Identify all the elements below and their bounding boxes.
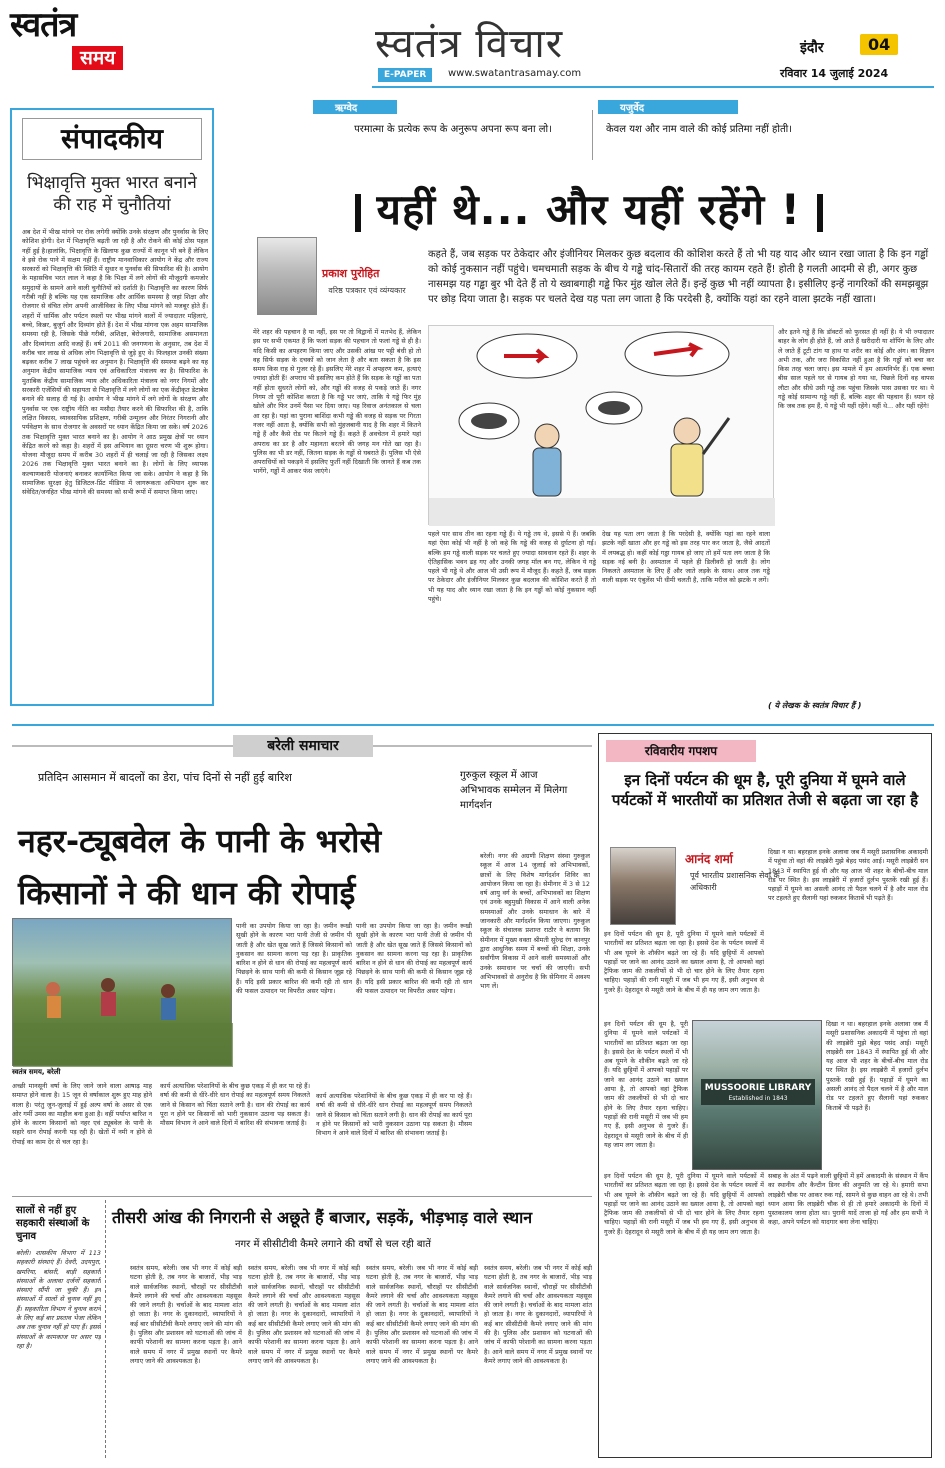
- main-column-4: और इतने गड्ढे हैं कि डॉक्टरों को फुरसत ही नहीं है। ये भी ज्यादातर बाहर के लोग ही होते हैं, जो आते हैं खरीदारी या शॉपिंग के लिए और ले जाते हैं टूटी टांग या हाथ या शरीर का कोई और अंग। का विज्ञान अभी तक, और जरा विकसित नहीं हुआ है कि गड्ढों को बचा कर किस तरह चला जाए। इस मामले में हम आत्मनिर्भर हैं। एक बच्चा बीस साल पहले घर से गायब हो गया था, पिछले दिनों वह वापस लौटा और सीधे उसी गड्ढे तक पहुंचा जिसके पास उसका घर था। ये गड्ढे कोई सामान्य गड्ढे नहीं हैं, बल्कि शहर की पहचान हैं। ध्यान रहे कि जब तक हम हैं, ये गड्ढे भी यहीं रहेंगे। यहीं थे... और यहीं रहेंगे!: [778, 328, 934, 411]
- cctv-column-4: स्वतंत्र समय, बरेली। जब भी नगर में कोई बड़ी घटना होती है, तब नगर के बाजारों, भीड़ भाड़ वाले सार्वजनिक स्थानों, चौराहों पर सीसीटीवी कैमरे लगाने की चर्चा और आवश्यकता महसूस की जाने लगती है। चर्चाओं के बाद मामला शांत हो जाता है। नगर के दुकानदारों, व्यापारियों ने कई बार सीसीटीवी कैमरे लगाए जाने की मांग की है। पुलिस और प्रशासन को घटनाओं की जांच में काफी परेशानी का सामना करना पड़ता है। आने वाले समय में नगर में प्रमुख स्थानों पर कैमरे लगाए जाने की आवश्यकता है।: [484, 1264, 592, 1365]
- editorial-headline: भिक्षावृत्ति मुक्त भारत बनाने की राह में चुनौतियां: [27, 173, 197, 215]
- quote-text: केवल यश और नाम वाले की कोई प्रतिमा नहीं होती।: [606, 124, 793, 135]
- quote-source: यजुर्वेद: [598, 100, 738, 114]
- bareli-column-3b: कार्य अत्याधिक परेशानियों के बीच कुछ एकड़ में ही कर पा रहे हैं। वर्षा की कमी से धीरे-धीरे धान रोपाई का महत्वपूर्ण समय निकलते जाने से किसान को चिंता सताने लगी है। धान की रोपाई का कार्य पूरा न होने पर किसानों को भारी नुकसान उठाना पड़ सकता है। मौसम विभाग ने आने वाले दिनों में बारिश की संभावना जताई है।: [316, 1092, 472, 1138]
- editorial-section-title: संपादकीय: [22, 118, 202, 160]
- main-headline-text: यहीं थे... और यहीं रहेंगे !: [376, 185, 801, 234]
- cooperative-sidebar: [12, 1200, 106, 1458]
- bareli-column-1: अच्छी मानसूनी वर्षा के लिए जाने जाने वाला आषाढ़ माह समाप्त होने वाला है। 15 जून से वर्षाकाल शुरू हुए माह होने वाला है। परंतु जुन-जुलाई में हुई अल्प वर्षा के असर से एक ओर गर्मी उमस का माहौल बना हुआ है। वहीं पर्याप्त बारिश न होने के कारण किसानों को नहर एवं ट्यूबवेल के पानी के सहारे धान रोपाई करनी पड़ रही है। खेतों में नमी न होने से रोपाई का काम देर से चल रहा है।: [12, 1082, 152, 1146]
- gurukul-headline: गुरुकुल स्कूल में आज अभिभावक सम्मेलन में मिलेगा मार्गदर्शन: [460, 770, 568, 811]
- author-name: प्रकाश पुरोहित: [322, 267, 380, 280]
- farm-illustration: [13, 919, 233, 1067]
- anand-author-photo: [610, 847, 676, 925]
- masthead-divider: [372, 86, 934, 88]
- ravivar-author-name: आनंद शर्मा: [685, 852, 733, 866]
- author-photo: [257, 237, 317, 315]
- main-column-3: देख यह पता लग जाता है कि परदेसी है, क्योंकि यहां का रहने वाला झटके नहीं खाता और हर गड्ढे को इस तरह पार कर जाता है, जैसे आदतों में लयबद्ध हो। कहीं कोई गड्ढा गायब हो जाए तो हमें पता लग जाता है कि सड़क नई बनी है। अस्पताल में पहले ही डिलीवरी हो जाती है। लोग निकलते अस्पताल के लिए हैं और जाते लड़के के साथ। आज तक गड्ढे वाली सड़क पर एंबुलेंस भी धीमी चलती है, ताकि मरीज को झटके न लगें।: [602, 530, 770, 585]
- page-number: 04: [860, 34, 898, 55]
- page-brand-title: स्वतंत्र विचार: [375, 21, 564, 67]
- logo-top-text: स्वतंत्र: [10, 5, 77, 45]
- bareli-headline: नहर-ट्यूबवेल के पानी के भरोसे किसानों ने की धान की रोपाई: [18, 822, 382, 912]
- ravivar-column-1c: इन दिनों पर्यटन की धूम है, पूरी दुनिया में घूमने वाले पर्यटकों में भारतीयों का प्रतिशत बढ़ता जा रहा है। इससे देश के पर्यटन स्थलों में भी अब घूमने के शौकीन बढ़ते जा रहे हैं। यदि छुट्टियों में आपको पहाड़ों पर जाने का आनंद उठाने का ख्याल आया है, तो आपको वहां ट्रैफिक जाम की तकलीफों से भी दो चार होने के लिए तैयार रहना चाहिए। पहाड़ों की रानी मसूरी में जब भी हम गए हैं, इसी अनुभव से गुजरे हैं। देहरादून से मसूरी जाने के बीच में ही यह जाम लग जाता है।: [604, 1172, 764, 1236]
- ravivar-column-1b: इन दिनों पर्यटन की धूम है, पूरी दुनिया में घूमने वाले पर्यटकों में भारतीयों का प्रतिशत बढ़ता जा रहा है। इससे देश के पर्यटन स्थलों में भी अब घूमने के शौकीन बढ़ते जा रहे हैं। यदि छुट्टियों में आपको पहाड़ों पर जाने का आनंद उठाने का ख्याल आया है, तो आपको वहां ट्रैफिक जाम की तकलीफों से भी दो चार होने के लिए तैयार रहना चाहिए। पहाड़ों की रानी मसूरी में जब भी हम गए हैं, इसी अनुभव से गुजरे हैं। देहरादून से मसूरी जाने के बीच में ही यह जाम लग जाता है।: [604, 1020, 688, 1149]
- gurukul-body: बरेली। नगर की अग्रणी शिक्षण संस्था गुरुकुल स्कूल में आज 14 जुलाई को अभिभावकों, छात्रों के लिए विशेष मार्गदर्शन शिविर का आयोजन किया जा रहा है। सेमीनार में 3 से 12 वर्ष आयु वर्ग के बच्चों, अभिभावकों का शिक्षण एवं उनके बहुमुखी विकास में आने वाली अनेक समस्याओं और उनके समाधान के बारे में जानकारी और मार्गदर्शन किया जाएगा। गुरुकुल स्कूल के संचालक प्रशान्त राठौर ने बताया कि सेमीनार में मुख्य वक्ता श्रीमती सुरेन्द्र रंग कानपुर द्वारा आधुनिक समय में बच्चों की शिक्षा, उनके सर्वांगीण विकास में आने वाली समस्याओं और उनके समाधान पर चर्चा की जाएगी। सभी अभिभावकों से अनुरोध है कि सेमिनार में अवश्य भाग लें।: [480, 852, 590, 991]
- ravivar-column-2c: सबाह के अंत में पढ़ने वाली छुट्टियों में हमें अकादमी के संस्थान में कैंप का स्थानीय और कैन्टीन डिनर की अनुमति जा रहे थे। हमारी सभा लाइब्रेरी चौक पर आकर रुक गई, सामने से कुछ वाहन आ रहे थे। तभी ध्यान आया कि लाइब्रेरी चौक से ही तो हमारे अकादमी के दिनों में पुस्तकालय जाना होता था। पुरानी यादें ताजा हो गईं और हम सभी ने कहा, अपने पर्यटन को यादगार बना लेना चाहिए।: [768, 1172, 928, 1227]
- ravivar-section-title: रविवारीय गपशप: [606, 740, 756, 762]
- cctv-column-1: स्वतंत्र समय, बरेली। जब भी नगर में कोई बड़ी घटना होती है, तब नगर के बाजारों, भीड़ भाड़ वाले सार्वजनिक स्थानों, चौराहों पर सीसीटीवी कैमरे लगाने की चर्चा और आवश्यकता महसूस की जाने लगती है। चर्चाओं के बाद मामला शांत हो जाता है। नगर के दुकानदारों, व्यापारियों ने कई बार सीसीटीवी कैमरे लगाए जाने की मांग की है। पुलिस और प्रशासन को घटनाओं की जांच में काफी परेशानी का सामना करना पड़ता है। आने वाले समय में नगर में प्रमुख स्थानों पर कैमरे लगाए जाने की आवश्यकता है।: [130, 1264, 242, 1365]
- author-role: वरिष्ठ पत्रकार एवं व्यंग्यकार: [328, 286, 406, 295]
- ravivar-author-role: पूर्व भारतीय प्रशासनिक सेवा के अधिकारी: [690, 871, 780, 892]
- library-sign-subtext: Established in 1843: [728, 1095, 788, 1102]
- quote-rigveda: [313, 100, 593, 137]
- main-headline: [355, 180, 823, 237]
- cctv-subheadline: नगर में सीसीटीवी कैमरे लगाने की वर्षों से चल रही बातें: [235, 1239, 431, 1250]
- quote-source: ऋग्वेद: [313, 100, 453, 114]
- mussoorie-library-photo: [692, 1020, 822, 1170]
- cartoon-illustration: [429, 326, 775, 526]
- main-column-1: मेरे शहर की पहचान है या नहीं, इस पर तो विद्वानों में मतभेद हैं, लेकिन इस पर सभी एकमत हैं कि फलां सड़क की पहचान तो फलां गड्ढे से ही है। यदि किसी का अपहरण किया जाए और उसकी आंख पर पट्टी बंधी हो तो वह सिर्फ सड़क के दचकों को जान लेता है और बता सकता है कि इस समय किस राह से गुजर रहे हैं। इसलिए मेरे शहर में अपहरण कम, हत्याएं ज्यादा होती हैं! अपराध भी इसलिए कम होते हैं कि सड़क के गड्ढों का पता नहीं होता सुधरते लोगों को, और गड्ढों की वजह से पकड़े जाते हैं। नगर निगम तो पूरी कोशिश करता है कि गड्ढे भर जाएं, ताकि ये गड्ढे फिर मुंह खोले और फिर उनमें पैसा भर दिया जाए। यह रिवाज अनंतकाल से चला आ रहा है। यहां का पुराना बाशिंदा कभी गड्ढे की वजह से सड़क पर गिरता नजर नहीं आता है, क्योंकि सभी को मुंहजबानी याद है कि शहर में कितने गड्ढे हैं और कैसे रोड पर कितने गड्ढे हैं। कहते हैं अवचेतन में हमारे यहां अपराध का डर है और महानता बरतने की जगह मन गोते खा रहा है। पुलिस का भी डर नहीं, जितना सड़क के गड्ढों से घबराते हैं। पुलिस भी ऐसे अपराधियों को पकड़ने में इसलिए फुर्ती नहीं दिखाती कि जानते हैं कब तक भागेंगे, गड्ढों में आकर फंस जाएंगे।: [253, 328, 421, 476]
- editorial-body: अब देश में भीख मांगने पर रोक लगेगी क्योंकि उनके संरक्षण और पुनर्वास के लिए कोशिश होगी। देश में भिक्षावृत्ति बढ़ती जा रही है और रोकने की कोई ठोस पहल नहीं हुई है।हालांकि, भिक्षावृत्ति के खिलाफ कुछ राज्यों में कानून भी बने हैं लेकिन वे इसे रोक पाने में सक्षम नहीं हैं। राष्ट्रीय मानवाधिकार आयोग ने केंद्र और राज्य सरकारों को भिक्षावृत्ति की स्थिति में सुधार व पुनर्वास की सिफारिश की है। आयोग के महासचिव भरत लाल ने कहा है कि भिक्षा में लगे लोगों की मौजूदगी कमजोर समुदायों के सामने आने वाली चुनौतियों को दर्शाती है। भिक्षावृत्ति का कारण सिर्फ गरीबी नहीं है बल्कि यह एक सामाजिक और आर्थिक समस्या है जहां शिक्षा और रोजगार से वंचित लोग अपनी आजीविका के लिए भीख मांगने को मजबूर होते हैं। शहरों में धार्मिक और पर्यटन स्थलों पर भीख मांगने वालों में ज्यादातर महिलाएं, बच्चे, किन्नर, बुजुर्ग और दिव्यांग होते हैं। देश में भीख मांगना एक अहम सामाजिक समस्या रही है, जिसके पीछे गरीबी, अशिक्षा, बेरोजगारी, सामाजिक असमानता और दिव्यांगता आदि वजहें हैं। वर्ष 2011 की जनगणना के अनुसार, तब देश में करीब चार लाख से अधिक लोग भिक्षावृत्ति से जुड़े हुए थे। फिलहाल उनकी संख्या बढ़कर करीब 7 लाख पहुंचने का अनुमान है। भिक्षावृत्ति की समस्या बढ़ने का यह अनुमान केंद्रीय सामाजिक न्याय एवं अधिकारिता मंत्रालय का है। सिफारिश के मुताबिक केंद्रीय सामाजिक न्याय और अधिकारिता मंत्रालय को नगर निगमों और सरकारी एजेंसियों की सहायता से भिक्षावृत्ति में लगे लोगों का एक केंद्रीकृत डेटाबेस बनाने की सलाह दी गई है। आयोग ने भीख मांगने में लगे लोगों के संरक्षण और पुनर्वास पर एक राष्ट्रीय नीति का मसौदा तैयार करने की सिफारिश की है, ताकि लक्षित विकास, व्यावसायिक प्रशिक्षण, गरीबी उन्मूलन और निरंतर निगरानी और पर्यवेक्षण के साथ रोजगार के अवसरों पर ध्यान केंद्रित किया जा सके। वर्ष 2026 तक भिक्षावृत्ति मुक्त भारत बनाने का है। आयोग ने आठ प्रमुख क्षेत्रों पर ध्यान केंद्रित करने को कहा है। शहरों में इस अभियान का दूसरा चरण भी शुरू होगा। योजना मौजूदा समय में करीब 30 शहरों में ही चलाई जा रही है जिसका लक्ष्य 2026 तक भिक्षावृत्ति मुक्त भारत बनाने का है। लोगों के लिए व्यापक कल्याणकारी योजनाएं बनाकर कार्यान्वित किया जा सके। आयोग ने कहा है कि सामाजिक सुरक्षा हेतु डिजिटल-प्रिंट मीडिया में जागरूकता अभियान शुरू कर संवेदित/जनहित भीख मांगने की समस्या को सभी रूपों में समाप्त किया जाए।: [22, 228, 208, 497]
- ravivar-headline: इन दिनों पर्यटन की धूम है, पूरी दुनिया में घूमने वाले पर्यटकों में भारतीयों का प्रतिशत तेजी से बढ़ता जा रहा है: [611, 771, 919, 809]
- sidebar-headline: सालों से नहीं हुए सहकारी संस्थाओं के चुनाव: [16, 1205, 90, 1242]
- quote-yajurveda: [598, 100, 928, 137]
- bareli-column-3: पानी का उपयोग किया जा रहा है। जमीन रूखी सूखी होने के कारण भरा पानी तेजी से जमीन पी जाती है और खेत सूख जाते हैं जिससे किसानों को नुकसान का सामना करना पड़ रहा है। प्राकृतिक बारिश न होने से धान की रोपाई का महत्वपूर्ण कार्य पिछड़ने के साथ पानी की कमी से किसान जूझ रहे हैं। यदि इसी प्रकार बारिश की कमी रही तो धान की फसल उत्पादन पर विपरीत असर पड़ेगा।: [356, 922, 472, 996]
- author-disclaimer: ( ये लेखक के स्वतंत्र विचार हैं ): [768, 701, 862, 710]
- quote-text: परमात्मा के प्रत्येक रूप के अनुरूप अपना रूप बना लो।: [354, 124, 552, 135]
- edition-date: रविवार 14 जुलाई 2024: [780, 67, 889, 80]
- main-intro: कहते हैं, जब सड़क पर ठेकेदार और इंजीनियर मिलकर कुछ बदलाव की कोशिश करते हैं तो भी यह याद और ध्यान रखा जाता है कि इन गड्ढों को कोई नुकसान नहीं पहुंचे। चमचमाती सड़क के बीच ये गड्ढे चांद-सितारों की तरह कायम रहते हैं! होती है गलती आदमी से ही, अगर कुछ नासमझ यह गड्ढा बुर भी देते हैं तो ये ख्वाबगाही गड्ढे फिर मुंह खोल लेते हैं। इन्हें कुछ भी नहीं व्यापता है। इसीलिए इन्हें नागरिकों की समझबूझ पर छोड़ दिया जाता है। सड़क पर चलते देख यह पता लग जाता है कि परदेसी है, क्योंकि यहां का रहने वाला झटके नहीं खाता।: [428, 249, 929, 305]
- bareli-section-title: बरेली समाचार: [233, 735, 373, 757]
- cctv-headline: तीसरी आंख की निगरानी से अछूते हैं बाजार, सड़कें, भीड़भाड़ वाले स्थान: [112, 1208, 533, 1227]
- edition-city: इंदौर: [800, 40, 824, 56]
- bareli-column-1b: कार्य अत्याधिक परेशानियों के बीच कुछ एकड़ में ही कर पा रहे हैं। वर्षा की कमी से धीरे-धीरे धान रोपाई का महत्वपूर्ण समय निकलते जाने से किसान को चिंता सताने लगी है। धान की रोपाई का कार्य पूरा न होने पर किसानों को भारी नुकसान उठाना पड़ सकता है। मौसम विभाग ने आने वाले दिनों में बारिश की संभावना जताई है।: [160, 1082, 310, 1128]
- ravivar-column-2a: दिखा न था। बहरहाल इनके अलावा जब मैं मसूरी प्रशासनिक अकादमी में पहुंचा तो वहां की लाइब्रेरी मुझे बेहद पसंद आई। मसूरी लाइब्रेरी सन 1843 में स्थापित हुई थी और यह आज भी शहर के बीचों-बीच माल रोड पर स्थित है। इस लाइब्रेरी में हजारों दुर्लभ पुस्तकें रखी हुई हैं। पहाड़ों में घूमने का असली आनंद तो पैदल चलने में है और माल रोड पर टहलते हुए सैलानी यहां रुककर किताबें भी पढ़ते हैं।: [768, 848, 928, 903]
- ravivar-column-2b: दिखा न था। बहरहाल इनके अलावा जब मैं मसूरी प्रशासनिक अकादमी में पहुंचा तो वहां की लाइब्रेरी मुझे बेहद पसंद आई। मसूरी लाइब्रेरी सन 1843 में स्थापित हुई थी और यह आज भी शहर के बीचों-बीच माल रोड पर स्थित है। इस लाइब्रेरी में हजारों दुर्लभ पुस्तकें रखी हुई हैं। पहाड़ों में घूमने का असली आनंद तो पैदल चलने में है और माल रोड पर टहलते हुए सैलानी यहां रुककर किताबें भी पढ़ते हैं।: [826, 1020, 928, 1112]
- sidebar-body: बरेली। शासकीय विभाग में 113 सहकारी संस्थाएं हैं। देवरी, उदयपुरा, खमरिया, बांसरी, बाड़ी सहकारी संस्थाओं के अलावा दर्जनों सहकारी संस्थाएं सौंपी जा चुकी हैं। इन संस्थाओं में सालों से चुनाव नहीं हुए हैं। सहकारिता विभाग ने चुनाव कराने के लिए कई बार प्रस्ताव भेजा लेकिन अब तक चुनाव नहीं हो पाए हैं। इससे संस्थाओं के कामकाज पर असर पड़ रहा है।: [16, 1249, 101, 1350]
- epaper-badge: E-PAPER: [378, 68, 432, 82]
- section-divider: [12, 724, 934, 726]
- headline-bar-right: [817, 194, 823, 232]
- logo-bottom-text: समय: [72, 46, 123, 70]
- pothole-cartoon: [428, 325, 774, 525]
- library-signboard: [701, 1079, 815, 1105]
- cctv-column-3: स्वतंत्र समय, बरेली। जब भी नगर में कोई बड़ी घटना होती है, तब नगर के बाजारों, भीड़ भाड़ वाले सार्वजनिक स्थानों, चौराहों पर सीसीटीवी कैमरे लगाने की चर्चा और आवश्यकता महसूस की जाने लगती है। चर्चाओं के बाद मामला शांत हो जाता है। नगर के दुकानदारों, व्यापारियों ने कई बार सीसीटीवी कैमरे लगाए जाने की मांग की है। पुलिस और प्रशासन को घटनाओं की जांच में काफी परेशानी का सामना करना पड़ता है। आने वाले समय में नगर में प्रमुख स्थानों पर कैमरे लगाए जाने की आवश्यकता है।: [366, 1264, 478, 1365]
- paddy-farm-photo: [12, 918, 232, 1066]
- bareli-column-2: पानी का उपयोग किया जा रहा है। जमीन रूखी सूखी होने के कारण भरा पानी तेजी से जमीन पी जाती है और खेत सूख जाते हैं जिससे किसानों को नुकसान का सामना करना पड़ रहा है। प्राकृतिक बारिश न होने से धान की रोपाई का महत्वपूर्ण कार्य पिछड़ने के साथ पानी की कमी से किसान जूझ रहे हैं। यदि इसी प्रकार बारिश की कमी रही तो धान की फसल उत्पादन पर विपरीत असर पड़ेगा।: [236, 922, 352, 996]
- quote-divider: [592, 110, 593, 160]
- main-column-2: पहले पार साथ तीन का रहना गड्ढे हैं। ये गड्ढे तय थे, इससे ये हैं। जबकि यहां ऐसा कोई भी नहीं है जो कहे कि गड्ढे की वजह से दुर्घटना हो गई। बल्कि हम गड्ढे वाली सड़क पर चलते हुए ज्यादा सावधान रहते हैं। शहर के ऐतिहासिक भवन ढह गए और उनकी जगह मॉल बन गए, लेकिन ये गड्ढे पहले भी गड्ढे थे और आज भी उसी रूप में मौजूद हैं। कहते हैं, जब सड़क पर ठेकेदार और इंजीनियर मिलकर कुछ बदलाव की कोशिश करते हैं तो भी यह याद और ध्यान रखा जाता है कि इन गड्ढों को कोई नुकसान नहीं पहुंचे।: [428, 530, 596, 604]
- bareli-subheadline: प्रतिदिन आसमान में बादलों का डेरा, पांच दिनों से नहीं हुई बारिश: [38, 771, 292, 784]
- photo-caption: स्वतंत्र समय, बरेली: [12, 1068, 61, 1076]
- headline-bar-left: [355, 194, 361, 232]
- website-link[interactable]: www.swatantrasamay.com: [448, 68, 582, 79]
- ravivar-column-1a: इन दिनों पर्यटन की धूम है, पूरी दुनिया में घूमने वाले पर्यटकों में भारतीयों का प्रतिशत बढ़ता जा रहा है। इससे देश के पर्यटन स्थलों में भी अब घूमने के शौकीन बढ़ते जा रहे हैं। यदि छुट्टियों में आपको पहाड़ों पर जाने का आनंद उठाने का ख्याल आया है, तो आपको वहां ट्रैफिक जाम की तकलीफों से भी दो चार होने के लिए तैयार रहना चाहिए। पहाड़ों की रानी मसूरी में जब भी हम गए हैं, इसी अनुभव से गुजरे हैं। देहरादून से मसूरी जाने के बीच में ही यह जाम लग जाता है।: [604, 930, 764, 994]
- library-sign-text: MUSSOORIE LIBRARY: [704, 1083, 812, 1093]
- newspaper-logo: [10, 6, 150, 88]
- cctv-divider: [12, 1196, 592, 1197]
- cctv-column-2: स्वतंत्र समय, बरेली। जब भी नगर में कोई बड़ी घटना होती है, तब नगर के बाजारों, भीड़ भाड़ वाले सार्वजनिक स्थानों, चौराहों पर सीसीटीवी कैमरे लगाने की चर्चा और आवश्यकता महसूस की जाने लगती है। चर्चाओं के बाद मामला शांत हो जाता है। नगर के दुकानदारों, व्यापारियों ने कई बार सीसीटीवी कैमरे लगाए जाने की मांग की है। पुलिस और प्रशासन को घटनाओं की जांच में काफी परेशानी का सामना करना पड़ता है। आने वाले समय में नगर में प्रमुख स्थानों पर कैमरे लगाए जाने की आवश्यकता है।: [248, 1264, 360, 1365]
